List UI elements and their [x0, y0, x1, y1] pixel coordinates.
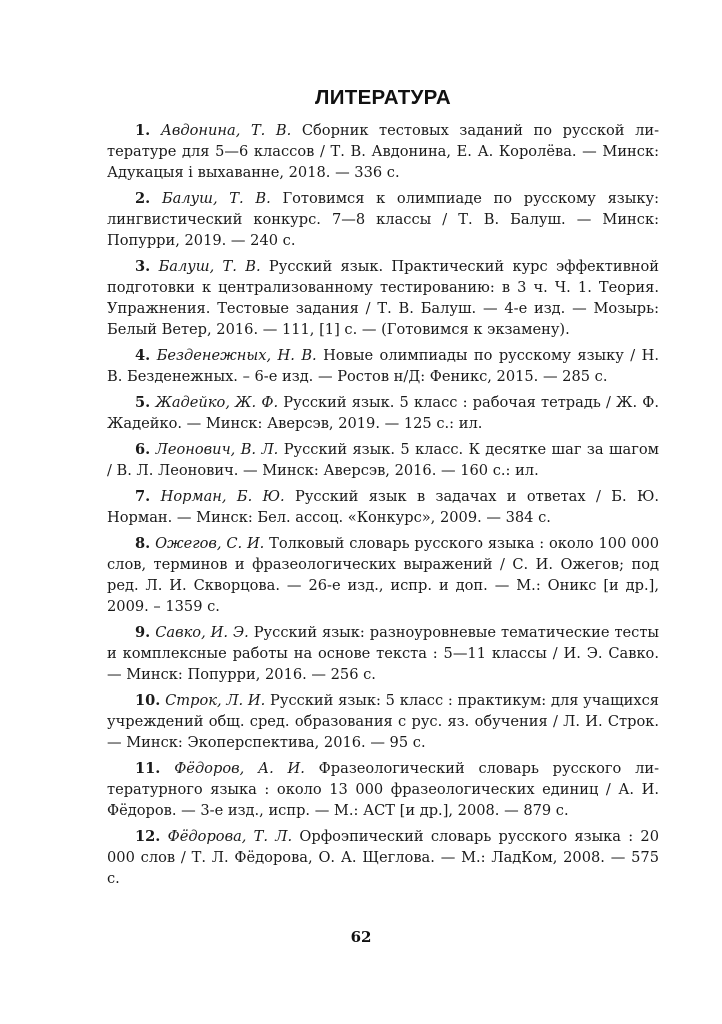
entry-text: Готовимся к олимпиаде по русскому языку: лингвистический конкурс. 7—8 классы / Т. В. Балуш. — Минск: Попурри, 2019. — 240 с.: [107, 190, 659, 249]
bibliography-entry: [107, 486, 659, 528]
entry-number: 6.: [135, 441, 151, 458]
entry-author: Балуш, Т. В.: [158, 258, 261, 275]
entry-number: 4.: [135, 347, 151, 364]
entry-number: 5.: [135, 394, 151, 411]
bibliography-entry: [107, 690, 659, 753]
entry-text: Орфоэпический словарь русского языка : 20 000 слов / Т. Л. Фёдорова, О. А. Щеглова. — М.: ЛадКом, 2008. — 575 с.: [107, 828, 660, 887]
bibliography-entry: [107, 345, 659, 387]
bibliography-entry: [107, 533, 659, 617]
entry-number: 12.: [135, 828, 161, 845]
entry-text: Русский язык: разноуровневые тематические тесты и комплексные работы на основе текста : 5—11 классы / И. Э. Савко. — Минск: Попурри, 2016. — 256 с.: [107, 624, 660, 683]
page-number: 62: [350, 928, 372, 946]
bibliography-entry: [107, 758, 659, 821]
entry-text: Новые олимпиады по русскому языку / Н. В. Безденежных. – 6-е изд. — Ростов н/Д: Феникс, 2015. — 285 с.: [107, 347, 660, 385]
entry-author: Ожегов, С. И.: [155, 535, 265, 552]
entry-number: 7.: [135, 488, 151, 505]
bibliography-entry: [107, 439, 659, 481]
entry-author: Балуш, Т. В.: [161, 190, 271, 207]
entry-text: Толковый словарь русского языка : около 100 000 слов, терминов и фразеологических выражений / С. И. Ожегов; под ред. Л. И. Скворцова. — 26-е изд., испр. и доп. — М.: Оникс [и др.], 2009. – 1359 с.: [107, 535, 660, 615]
entry-text: Фразеологический словарь русского литературного языка : около 13 000 фразеологических единиц / А. И. Фёдоров. — 3-е изд., испр. — М.: АСТ [и др.], 2008. — 879 с.: [107, 760, 660, 819]
entry-number: 3.: [135, 258, 151, 275]
entry-text: Русский язык. Практический курс эффективной подготовки к централизованному тестированию: в 3 ч. Ч. 1. Теория. Упражнения. Тестовые задания / Т. В. Балуш. — 4-е изд. — Мозырь: Белый Ветер, 2016. — 111, [1] с. — (Готовимся к экзамену).: [107, 258, 660, 338]
entry-author: Авдонина, Т. В.: [160, 122, 292, 139]
entry-author: Фёдоров, А. И.: [174, 760, 305, 777]
entry-number: 8.: [135, 535, 151, 552]
entry-text: Русский язык. 5 класс : рабочая тетрадь / Ж. Ф. Жадейко. — Минск: Аверсэв, 2019. — 125 с.: ил.: [107, 394, 660, 432]
bibliography-entry: [107, 622, 659, 685]
entry-author: Фёдорова, Т. Л.: [167, 828, 293, 845]
entry-author: Безденежных, Н. В.: [156, 347, 317, 364]
bibliography-page: [107, 86, 659, 894]
entry-author: Леонович, В. Л.: [155, 441, 279, 458]
entry-number: 1.: [135, 122, 151, 139]
bibliography-entry: [107, 188, 659, 251]
entry-number: 9.: [135, 624, 151, 641]
bibliography-entry: [107, 826, 659, 889]
bibliography-list: [107, 120, 659, 889]
entry-number: 10.: [135, 692, 161, 709]
entry-text: Русский язык в задачах и ответах / Б. Ю. Норман. — Минск: Бел. ассоц. «Конкурс», 2009. — 384 с.: [107, 488, 660, 526]
bibliography-entry: [107, 256, 659, 340]
entry-number: 2.: [135, 190, 151, 207]
bibliography-entry: [107, 392, 659, 434]
entry-number: 11.: [135, 760, 161, 777]
entry-text: Сборник тестовых заданий по русской литературе для 5—6 классов / Т. В. Авдонина, Е. А. Королёва. — Минск: Адукацыя і выхаванне, 2018. — 336 с.: [107, 122, 660, 181]
page-title: ЛИТЕРАТУРА: [315, 86, 451, 109]
entry-author: Строк, Л. И.: [165, 692, 266, 709]
bibliography-entry: [107, 120, 659, 183]
entry-text: Русский язык. 5 класс. К десятке шаг за шагом / В. Л. Леонович. — Минск: Аверсэв, 2016. — 160 с.: ил.: [107, 441, 660, 479]
entry-author: Савко, И. Э.: [155, 624, 249, 641]
entry-author: Жадейко, Ж. Ф.: [155, 394, 279, 411]
entry-text: Русский язык: 5 класс : практикум: для учащихся учреждений общ. сред. образования с рус. яз. обучения / Л. И. Строк. — Минск: Экоперспектива, 2016. — 95 с.: [107, 692, 660, 751]
entry-author: Норман, Б. Ю.: [160, 488, 285, 505]
